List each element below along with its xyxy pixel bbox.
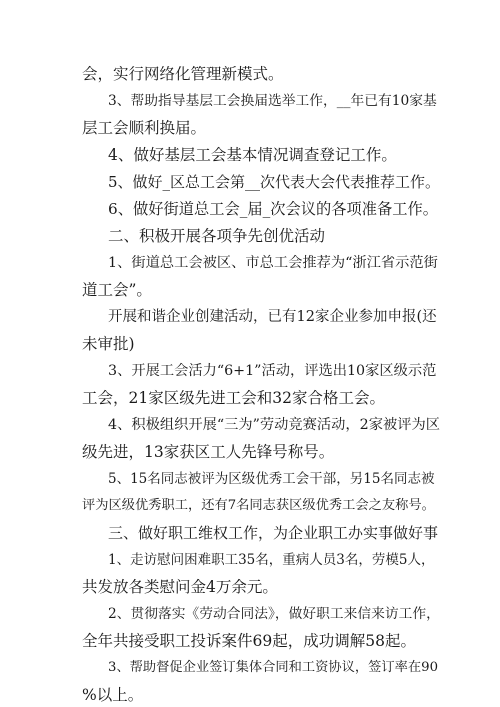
text-line: 工会，21家区级先进工会和32家合格工会。 xyxy=(82,389,385,407)
text-line: 1、走访慰问困难职工35名，重病人员3名，劳模5人， xyxy=(108,552,435,568)
text-line: 6、做好街道总工会_届_次会议的各项准备工作。 xyxy=(108,200,438,218)
text-line: 评为区级优秀职工，还有7名同志获区级优秀工会之友称号。 xyxy=(82,498,435,513)
text-line: 1、街道总工会被区、市总工会推荐为“浙江省示范街 xyxy=(108,255,438,271)
text-line: 全年共接受职工投诉案件69起，成功调解58起。 xyxy=(82,632,416,650)
text-line: 层工会顺利换届。 xyxy=(82,119,207,137)
text-line: %以上。 xyxy=(82,686,144,704)
text-line: 5、做好_区总工会第__次代表大会代表推荐工作。 xyxy=(108,173,441,191)
text-line: 3、帮助指导基层工会换届选举工作，__年已有10家基 xyxy=(108,93,437,109)
text-line: 4、积极组织开展“三为”劳动竞赛活动，2家被评为区 xyxy=(108,417,440,433)
text-line: 道工会”。 xyxy=(82,281,152,299)
text-line: 开展和谐企业创建活动，已有12家企业参加申报(还 xyxy=(108,309,437,325)
section-heading: 二、积极开展各项争先创优活动 xyxy=(108,227,326,245)
text-line: 级先进，13家获区工人先锋号称号。 xyxy=(82,443,335,461)
text-line: 2、贯彻落实《劳动合同法》，做好职工来信来访工作， xyxy=(108,606,440,622)
text-line: 会，实行网络化管理新模式。 xyxy=(82,65,284,83)
text-line: 4、做好基层工会基本情况调查登记工作。 xyxy=(108,146,397,164)
text-line: 5、15名同志被评为区级优秀工会干部，另15名同志被 xyxy=(108,471,435,487)
text-line: 3、帮助督促企业签订集体合同和工资协议，签订率在90 xyxy=(108,660,439,675)
text-line: 共发放各类慰问金4万余元。 xyxy=(82,578,278,596)
text-line: 3、开展工会活力“6+1”活动，评选出10家区级示范 xyxy=(108,363,437,379)
text-line: 未审批) xyxy=(82,335,135,353)
section-heading: 三、做好职工维权工作，为企业职工办实事做好事 xyxy=(108,524,439,542)
